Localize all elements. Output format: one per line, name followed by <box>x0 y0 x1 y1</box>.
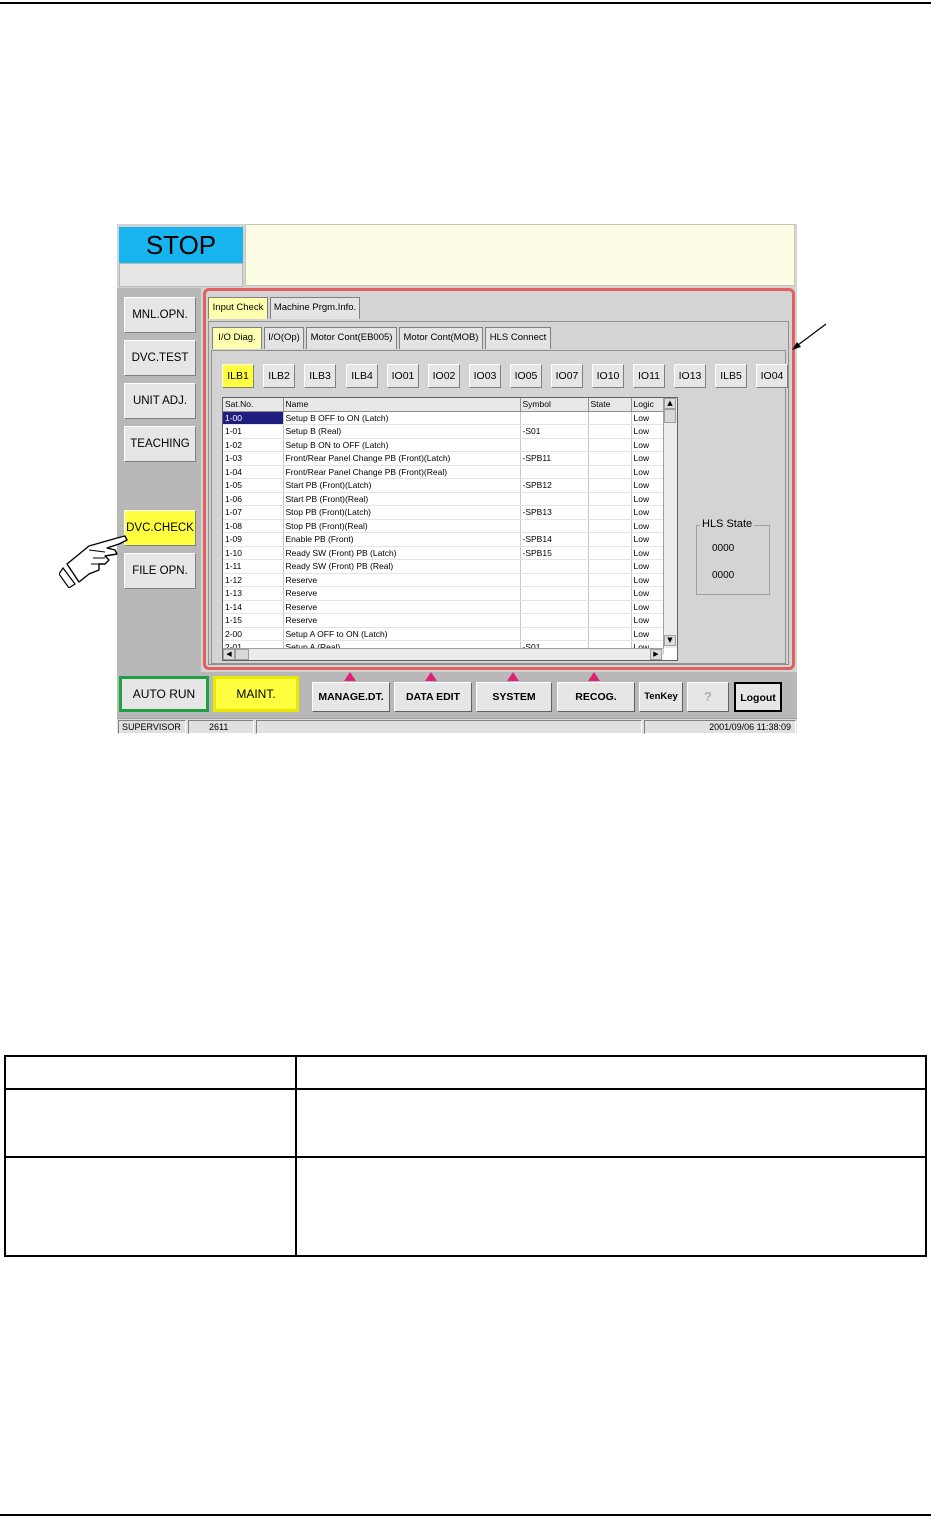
cell-sat-no: 1-13 <box>223 587 283 601</box>
cell-sat-no: 1-01 <box>223 425 283 439</box>
io-button-ilb1[interactable]: ILB1 <box>222 364 254 388</box>
pointing-hand-icon <box>59 508 131 588</box>
cell-name: Stop PB (Front)(Latch) <box>283 506 520 520</box>
cell-sat-no: 1-09 <box>223 533 283 547</box>
table-row[interactable] <box>223 533 663 547</box>
tab-motor-cont-mob[interactable]: Motor Cont(MOB) <box>399 327 483 349</box>
status-sub-area <box>119 263 243 287</box>
table-row[interactable] <box>223 573 663 587</box>
maint-button[interactable]: MAINT. <box>213 676 299 712</box>
cell-state <box>588 452 631 466</box>
cell-sat-no: 1-02 <box>223 438 283 452</box>
cell-state <box>588 465 631 479</box>
tab-hls-connect[interactable]: HLS Connect <box>485 327 551 349</box>
logout-button[interactable]: Logout <box>734 682 782 712</box>
cell-state <box>588 587 631 601</box>
cell-logic: Low <box>631 519 663 533</box>
cell-sat-no: 1-05 <box>223 479 283 493</box>
status-badge: STOP <box>119 227 243 263</box>
cell-symbol <box>520 465 588 479</box>
header-state[interactable]: State <box>588 398 631 411</box>
cell-name: Reserve <box>283 573 520 587</box>
cell-state <box>588 573 631 587</box>
cell-sat-no: 1-07 <box>223 506 283 520</box>
bottom-rule <box>0 1514 931 1516</box>
callout-arrow-icon <box>790 322 830 352</box>
cell-logic: Low <box>631 627 663 641</box>
doc-table-cell <box>5 1157 296 1256</box>
manage-dt-marker-icon <box>344 672 356 681</box>
io-button-ilb3[interactable]: ILB3 <box>304 364 336 388</box>
scroll-right-icon[interactable]: ▶ <box>650 649 662 660</box>
cell-symbol: -SPB15 <box>520 546 588 560</box>
hscroll-thumb[interactable] <box>235 649 249 660</box>
cell-logic: Low <box>631 533 663 547</box>
doc-table-cell <box>296 1157 926 1256</box>
header-logic[interactable]: Logic <box>631 398 663 411</box>
cell-logic: Low <box>631 411 663 425</box>
scroll-thumb[interactable] <box>664 409 676 423</box>
table-row[interactable] <box>223 438 663 452</box>
io-button-ilb4[interactable]: ILB4 <box>346 364 378 388</box>
status-datetime: 2001/09/06 11:38:09 <box>644 720 796 734</box>
doc-table-cell <box>296 1089 926 1157</box>
table-row[interactable] <box>223 600 663 614</box>
cell-state <box>588 614 631 628</box>
doc-table-row <box>5 1157 926 1256</box>
dvc-test-button[interactable]: DVC.TEST <box>124 340 196 376</box>
status-user: SUPERVISOR <box>118 720 186 734</box>
doc-table-row <box>5 1056 926 1089</box>
document-table <box>4 1055 927 1257</box>
table-row[interactable] <box>223 546 663 560</box>
cell-symbol <box>520 614 588 628</box>
tab-io-op[interactable]: I/O(Op) <box>264 327 304 349</box>
cell-sat-no: 2-00 <box>223 627 283 641</box>
header-sat-no[interactable]: Sat.No. <box>223 398 283 411</box>
io-button-io13[interactable]: IO13 <box>674 364 706 388</box>
doc-table-cell <box>5 1056 296 1089</box>
message-area <box>245 224 795 286</box>
table-row[interactable] <box>223 465 663 479</box>
table-row[interactable] <box>223 587 663 601</box>
top-rule <box>0 2 931 4</box>
table-row[interactable] <box>223 614 663 628</box>
cell-logic: Low <box>631 587 663 601</box>
hls-state-value-2: 0000 <box>712 570 735 581</box>
cell-state <box>588 600 631 614</box>
cell-state <box>588 627 631 641</box>
cell-symbol <box>520 492 588 506</box>
io-button-ilb5[interactable]: ILB5 <box>715 364 747 388</box>
cell-logic: Low <box>631 546 663 560</box>
io-button-io03[interactable]: IO03 <box>469 364 501 388</box>
table-row[interactable] <box>223 479 663 493</box>
cell-state <box>588 533 631 547</box>
io-button-io04[interactable]: IO04 <box>756 364 788 388</box>
table-row[interactable] <box>223 627 663 641</box>
screenshot <box>117 224 797 734</box>
cell-state <box>588 560 631 574</box>
cell-symbol: -SPB12 <box>520 479 588 493</box>
cell-logic: Low <box>631 425 663 439</box>
cell-name: Setup B OFF to ON (Latch) <box>283 411 520 425</box>
help-button[interactable]: ? <box>687 682 729 712</box>
scroll-left-icon[interactable]: ◀ <box>223 649 235 660</box>
auto-run-button[interactable]: AUTO RUN <box>119 676 209 712</box>
cell-symbol: -SPB14 <box>520 533 588 547</box>
data-edit-button[interactable]: DATA EDIT <box>394 682 472 712</box>
cell-name: Ready SW (Front) PB (Real) <box>283 560 520 574</box>
grid-header-row <box>223 398 663 411</box>
cell-state <box>588 438 631 452</box>
io-button-io02[interactable]: IO02 <box>428 364 460 388</box>
header-name[interactable]: Name <box>283 398 520 411</box>
unit-adj-button[interactable]: UNIT ADJ. <box>124 383 196 419</box>
cell-symbol <box>520 519 588 533</box>
io-button-io07[interactable]: IO07 <box>551 364 583 388</box>
cell-sat-no: 1-15 <box>223 614 283 628</box>
cell-sat-no: 1-03 <box>223 452 283 466</box>
io-grid[interactable] <box>222 397 678 661</box>
cell-symbol <box>520 560 588 574</box>
cell-logic: Low <box>631 506 663 520</box>
recog-button[interactable]: RECOG. <box>557 682 635 712</box>
tab-io-diag[interactable]: I/O Diag. <box>212 327 262 349</box>
cell-name: Setup A OFF to ON (Latch) <box>283 627 520 641</box>
tenkey-button[interactable]: TenKey <box>639 682 683 712</box>
io-diag-panel <box>211 350 786 664</box>
horizontal-scrollbar[interactable] <box>223 648 663 660</box>
io-button-io01[interactable]: IO01 <box>387 364 419 388</box>
header-symbol[interactable]: Symbol <box>520 398 588 411</box>
cell-name: Setup B ON to OFF (Latch) <box>283 438 520 452</box>
bottom-bar <box>117 672 797 718</box>
highlight-frame <box>203 288 795 670</box>
scroll-down-icon[interactable]: ▼ <box>664 635 676 646</box>
cell-logic: Low <box>631 452 663 466</box>
cell-name: Front/Rear Panel Change PB (Front)(Real) <box>283 465 520 479</box>
system-marker-icon <box>507 672 519 681</box>
cell-logic: Low <box>631 492 663 506</box>
cell-sat-no: 1-04 <box>223 465 283 479</box>
cell-symbol <box>520 573 588 587</box>
cell-name: Start PB (Front)(Latch) <box>283 479 520 493</box>
io-button-ilb2[interactable]: ILB2 <box>263 364 295 388</box>
table-row[interactable] <box>223 519 663 533</box>
status-bar <box>117 718 797 734</box>
cell-symbol: -S01 <box>520 425 588 439</box>
left-menu <box>117 288 201 672</box>
cell-logic: Low <box>631 600 663 614</box>
table-row[interactable] <box>223 492 663 506</box>
io-button-io10[interactable]: IO10 <box>592 364 624 388</box>
tab-machine-prgm-info[interactable]: Machine Prgm.Info. <box>270 297 360 319</box>
cell-sat-no: 1-10 <box>223 546 283 560</box>
cell-name: Front/Rear Panel Change PB (Front)(Latch) <box>283 452 520 466</box>
input-check-panel <box>208 321 789 665</box>
file-opn-button[interactable]: FILE OPN. <box>124 553 196 589</box>
cell-name: Ready SW (Front) PB (Latch) <box>283 546 520 560</box>
cell-name: Enable PB (Front) <box>283 533 520 547</box>
cell-symbol <box>520 600 588 614</box>
mnl-opn-button[interactable]: MNL.OPN. <box>124 297 196 333</box>
cell-logic: Low <box>631 465 663 479</box>
cell-logic: Low <box>631 614 663 628</box>
cell-symbol: -SPB13 <box>520 506 588 520</box>
status-code: 2611 <box>188 720 254 734</box>
tab-motor-cont-eb005[interactable]: Motor Cont(EB005) <box>306 327 397 349</box>
scroll-up-icon[interactable]: ▲ <box>664 398 676 409</box>
recog-marker-icon <box>588 672 600 681</box>
cell-symbol: -SPB11 <box>520 452 588 466</box>
cell-sat-no: 1-06 <box>223 492 283 506</box>
io-table <box>223 398 664 655</box>
cell-name: Reserve <box>283 614 520 628</box>
cell-sat-no: 1-12 <box>223 573 283 587</box>
io-button-io05[interactable]: IO05 <box>510 364 542 388</box>
hls-state-group <box>696 525 770 595</box>
hls-state-title: HLS State <box>702 518 753 530</box>
tab-input-check[interactable]: Input Check <box>208 297 268 319</box>
cell-logic: Low <box>631 573 663 587</box>
cell-symbol <box>520 587 588 601</box>
cell-logic: Low <box>631 560 663 574</box>
table-row[interactable] <box>223 425 663 439</box>
cell-state <box>588 506 631 520</box>
table-row[interactable] <box>223 452 663 466</box>
status-message <box>256 720 642 734</box>
table-row[interactable] <box>223 411 663 425</box>
cell-sat-no: 1-11 <box>223 560 283 574</box>
table-row[interactable] <box>223 560 663 574</box>
cell-state <box>588 411 631 425</box>
cell-logic: Low <box>631 479 663 493</box>
vertical-scrollbar[interactable] <box>663 398 677 648</box>
doc-table-cell <box>5 1089 296 1157</box>
cell-sat-no: 1-14 <box>223 600 283 614</box>
manage-dt-button[interactable]: MANAGE.DT. <box>312 682 390 712</box>
cell-name: Setup B (Real) <box>283 425 520 439</box>
cell-sat-no: 1-08 <box>223 519 283 533</box>
teaching-button[interactable]: TEACHING <box>124 426 196 462</box>
cell-state <box>588 546 631 560</box>
table-row[interactable] <box>223 506 663 520</box>
hls-state-value-1: 0000 <box>712 543 735 554</box>
cell-state <box>588 492 631 506</box>
cell-name: Stop PB (Front)(Real) <box>283 519 520 533</box>
cell-logic: Low <box>631 438 663 452</box>
cell-name: Reserve <box>283 587 520 601</box>
cell-name: Reserve <box>283 600 520 614</box>
cell-name: Start PB (Front)(Real) <box>283 492 520 506</box>
cell-sat-no: 1-00 <box>223 411 283 425</box>
system-button[interactable]: SYSTEM <box>476 682 552 712</box>
io-button-io11[interactable]: IO11 <box>633 364 665 388</box>
data-edit-marker-icon <box>425 672 437 681</box>
cell-state <box>588 425 631 439</box>
cell-symbol <box>520 627 588 641</box>
cell-symbol <box>520 411 588 425</box>
doc-table-row <box>5 1089 926 1157</box>
doc-table-cell <box>296 1056 926 1089</box>
cell-state <box>588 479 631 493</box>
cell-state <box>588 519 631 533</box>
dvc-check-button[interactable]: DVC.CHECK <box>124 510 196 546</box>
cell-symbol <box>520 438 588 452</box>
